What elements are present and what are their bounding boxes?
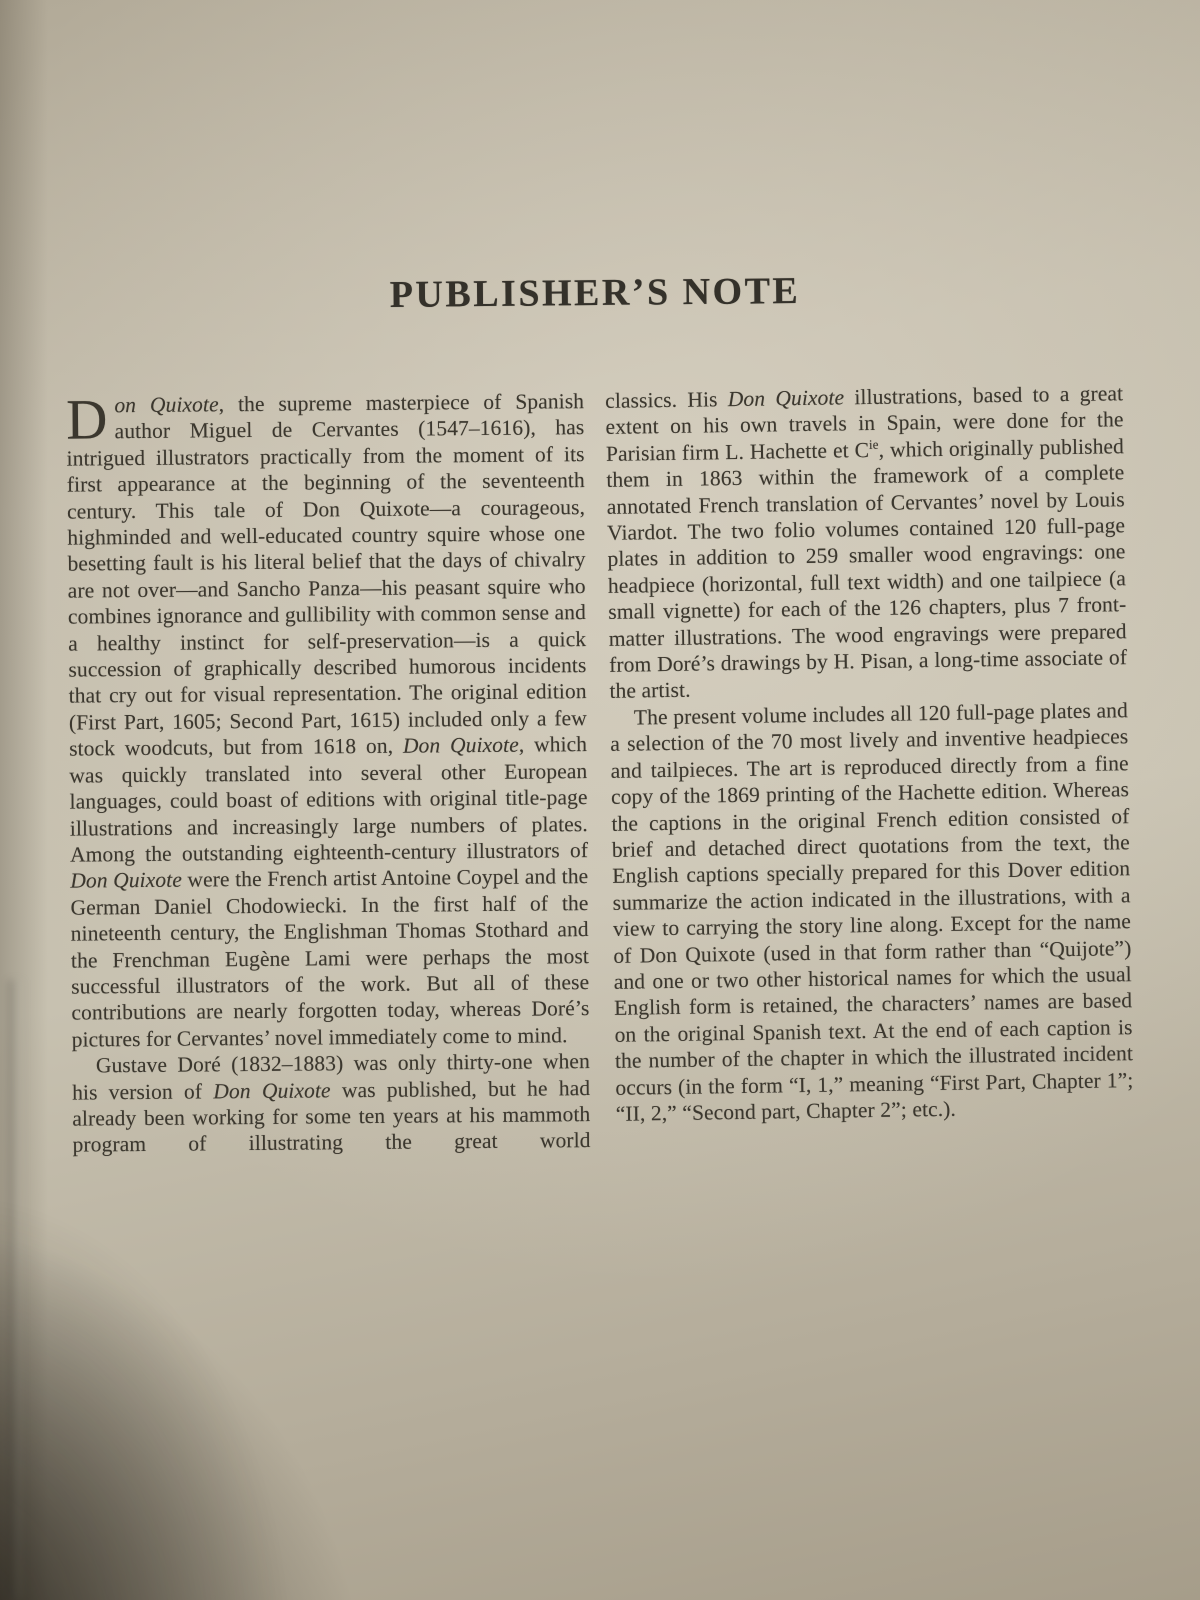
text-run: , which originally published them in 1863 within the framework of a complete annotated French translation of Cervantes’ novel by Louis Viardot. The two folio volumes contained 120 full-page plates in addition to 259 smaller wood engravings: one headpiece (horizontal, full text width) and one tailpiece (a small vignette) for each of the 126 chapters, plus 7 front-matter illustrations. The wood engravings were prepared from Doré’s drawings by H. Pisan, a long-time associate of the artist. <box>606 434 1128 704</box>
text-run: were the French artist Antoine Coypel and the German Daniel Chodowiecki. In the first half of the nineteenth century, the Englishman Thomas Stothard and the Frenchman Eugène Lami were perhaps the most successful illustrators of the work. But all of these contributions are nearly forgotten today, whereas Doré’s pictures for Cervantes’ novel immediately come to mind. <box>70 864 590 1052</box>
text-run: Don Quixote <box>727 385 845 412</box>
right-column <box>605 380 1134 1153</box>
text-run: Gustave Doré (1832–1883) was only thirty-one when his version of <box>72 1049 590 1105</box>
left-column <box>66 388 591 1158</box>
text-run: Don Quixote <box>70 867 183 893</box>
page-edge-shadow <box>8 980 24 1600</box>
text-run: ie <box>868 437 879 452</box>
page-title: PUBLISHER’S NOTE <box>389 270 801 317</box>
text-run: Don Quixote <box>402 732 519 758</box>
paragraph <box>72 1048 591 1158</box>
corner-shadow <box>0 1180 300 1600</box>
paragraph <box>605 380 1128 705</box>
paragraph <box>610 697 1134 1127</box>
drop-cap: D <box>65 388 108 452</box>
text-run: , which was quickly translated into several other European languages, could boast of editions with original title-page illustrations and increasingly large numbers of plates. Among the outstanding eighteenth-century illustrators of <box>69 732 589 867</box>
text-columns <box>65 381 1134 1158</box>
paragraph <box>66 388 590 1053</box>
text-run: classics. His <box>605 387 728 413</box>
text-run: was published, but he had already been working for some ten years at his mammoth program of illustrating the great world <box>72 1075 591 1157</box>
text-run: illustrations, based to a great extent on his own travels in Spain, were done for the Parisian firm L. Hachette et C <box>605 381 1124 466</box>
text-run: Don Quixote <box>213 1077 331 1103</box>
text-run: , the supreme masterpiece of Spanish author Miguel de Cervantes (1547–1616), has intrigued illustrators practically from the moment of its first appearance at the beginning of the seventeenth century. This tale of Don Quixote—a courageous, highminded and well-educated country squire whose one besetting fault is his literal belief that the days of chivalry are not over—and Sancho Panza—his peasant squire who combines ignorance and gullibility with common sense and a healthy instinct for self-preservation—is a quick succession of graphically described humorous incidents that cry out for visual representation. The original edition (First Part, 1605; Second Part, 1615) included only a few stock woodcuts, but from 1618 on, <box>66 389 587 761</box>
text-run: The present volume includes all 120 full-page plates and a selection of the 70 most lively and inventive headpieces and tailpieces. The art is reproduced directly from a fine copy of the 1869 printing of the Hachette edition. Whereas the captions in the original French edition consisted of brief and detached direct quotations from the text, the English captions specially prepared for this Dover edition summarize the action indicated in the illustrations, with a view to carrying the story line along. Except for the name of Don Quixote (used in that form rather than “Quijote”) and one or two other historical names for which the usual English form is retained, the characters’ names are based on the original Spanish text. At the end of each caption is the number of the chapter in which the illustrated incident occurs (in the form “I, 1,” meaning “First Part, Chapter 1”; “II, 2,” “Second part, Chapter 2”; etc.). <box>610 698 1134 1126</box>
text-run: on Quixote <box>114 392 219 418</box>
